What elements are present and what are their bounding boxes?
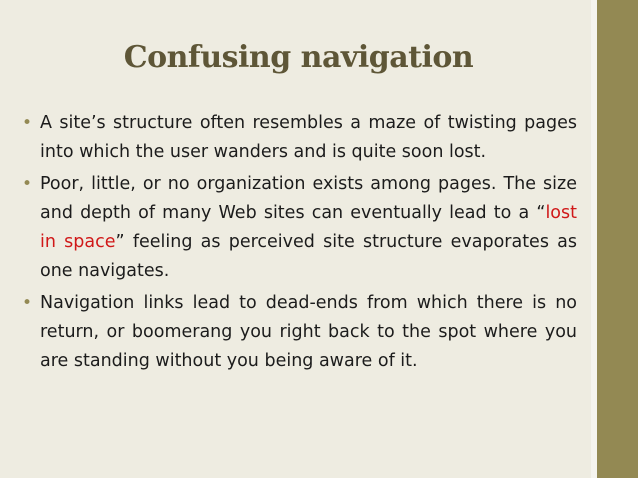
bullet-dot-icon: • xyxy=(22,293,33,313)
bullet-dot-icon: • xyxy=(22,113,33,133)
slide-title: Confusing navigation xyxy=(123,40,474,75)
bullet-text: A site’s structure often resembles a maze of twisting pages into which the user wanders and is quite soon lost. xyxy=(40,113,577,162)
bullet-text: Navigation links lead to dead-ends from which there is no return, or boomerang you right back to the spot where you are standing without you being aware of it. xyxy=(40,293,577,371)
bullet-item-3 xyxy=(22,289,577,376)
bullet-list xyxy=(22,109,577,379)
bullet-text-after: ” feeling as perceived site structure evaporates as one navigates. xyxy=(40,232,578,281)
bullet-item-2 xyxy=(22,170,577,286)
highlighted-phrase: lost in space xyxy=(40,203,577,252)
bullet-text-before: Poor, little, or no organization exists among pages. The size and depth of many Web sites can eventually lead to a “ xyxy=(40,174,577,223)
bullet-dot-icon: • xyxy=(22,174,33,194)
decorative-side-bar xyxy=(597,0,638,478)
bullet-item-1 xyxy=(22,109,577,167)
